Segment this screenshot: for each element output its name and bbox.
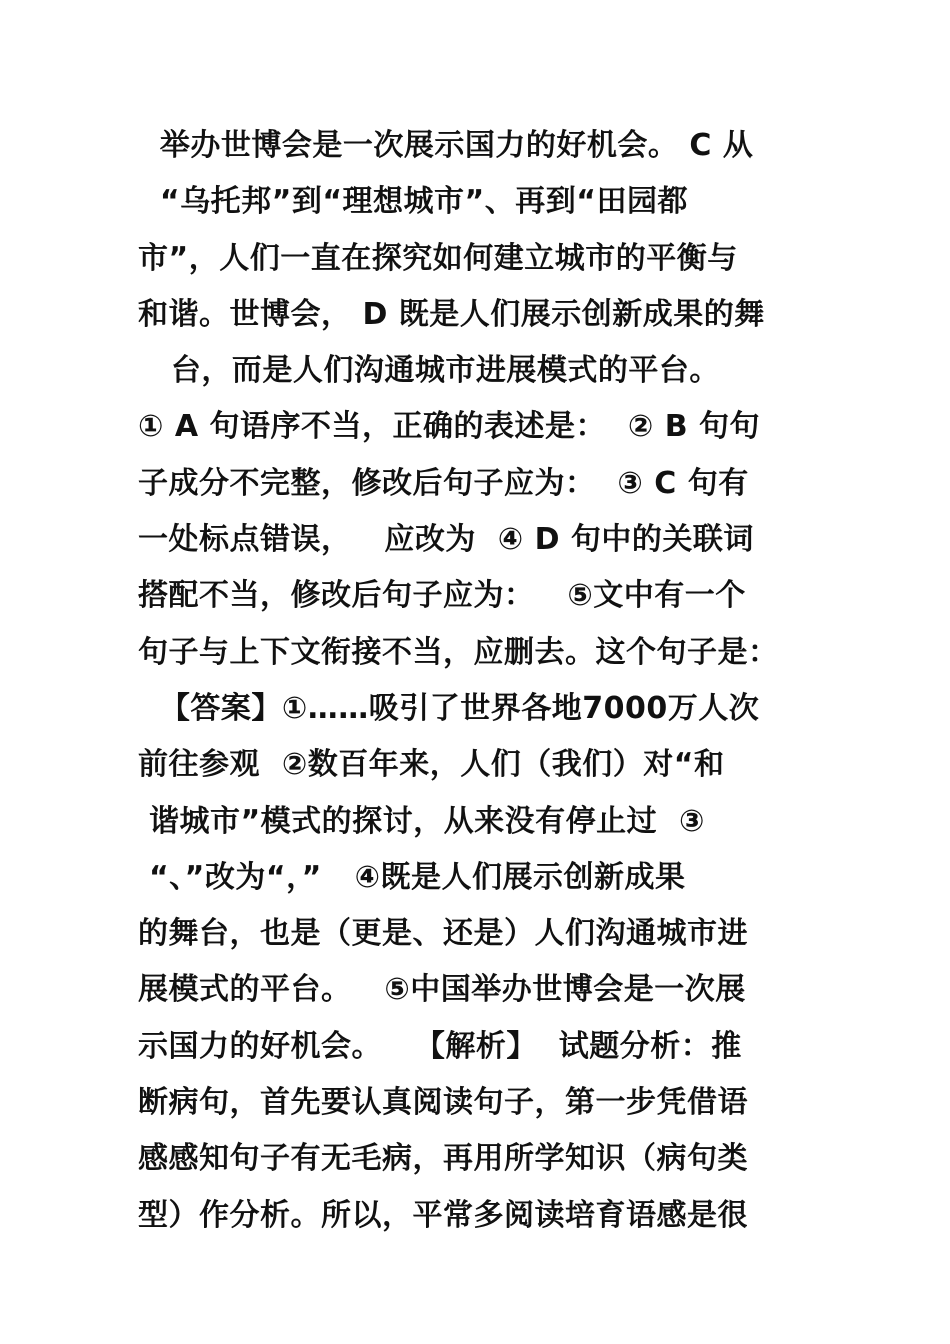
text-line: 的舞台，也是（更是、还是）人们沟通城市进: [138, 916, 748, 952]
text-line: 和谐。世博会， D 既是人们展示创新成果的舞: [138, 296, 765, 332]
text-line: 一处标点错误， 应改为 ④ D 句中的关联词: [138, 522, 754, 558]
text-line: “、”改为“，” ④既是人们展示创新成果: [138, 859, 686, 895]
text-line: 市”，人们一直在探究如何建立城市的平衡与: [138, 240, 738, 276]
text-line: 断病句，首先要认真阅读句子，第一步凭借语: [138, 1085, 748, 1121]
text-line: 句子与上下文衔接不当，应删去。这个句子是：: [138, 634, 779, 670]
text-line: 【答案】①……吸引了世界各地7000万人次: [138, 690, 760, 726]
text-line: 谐城市”模式的探讨，从来没有停止过 ③: [138, 803, 705, 839]
text-line: 搭配不当，修改后句子应为： ⑤文中有一个: [138, 578, 746, 614]
body-text: [138, 118, 838, 1244]
text-line: 型）作分析。所以，平常多阅读培育语感是很: [138, 1197, 748, 1233]
text-line: 台，而是人们沟通城市进展模式的平台。: [138, 353, 720, 389]
text-line: 举办世博会是一次展示国力的好机会。 C 从: [138, 128, 754, 163]
text-line: 前往参观 ②数百年来，人们（我们）对“和: [138, 747, 725, 783]
text-line: “乌托邦”到“理想城市”、再到“田园都: [138, 184, 688, 220]
text-line: 展模式的平台。 ⑤中国举办世博会是一次展: [138, 972, 746, 1008]
text-line: 感感知句子有无毛病，再用所学知识（病句类: [138, 1141, 748, 1177]
text-line: ① A 句语序不当，正确的表述是： ② B 句句: [138, 409, 761, 445]
text-line: 示国力的好机会。 【解析】 试题分析：推: [138, 1028, 742, 1064]
text-line: 子成分不完整，修改后句子应为： ③ C 句有: [138, 465, 749, 501]
